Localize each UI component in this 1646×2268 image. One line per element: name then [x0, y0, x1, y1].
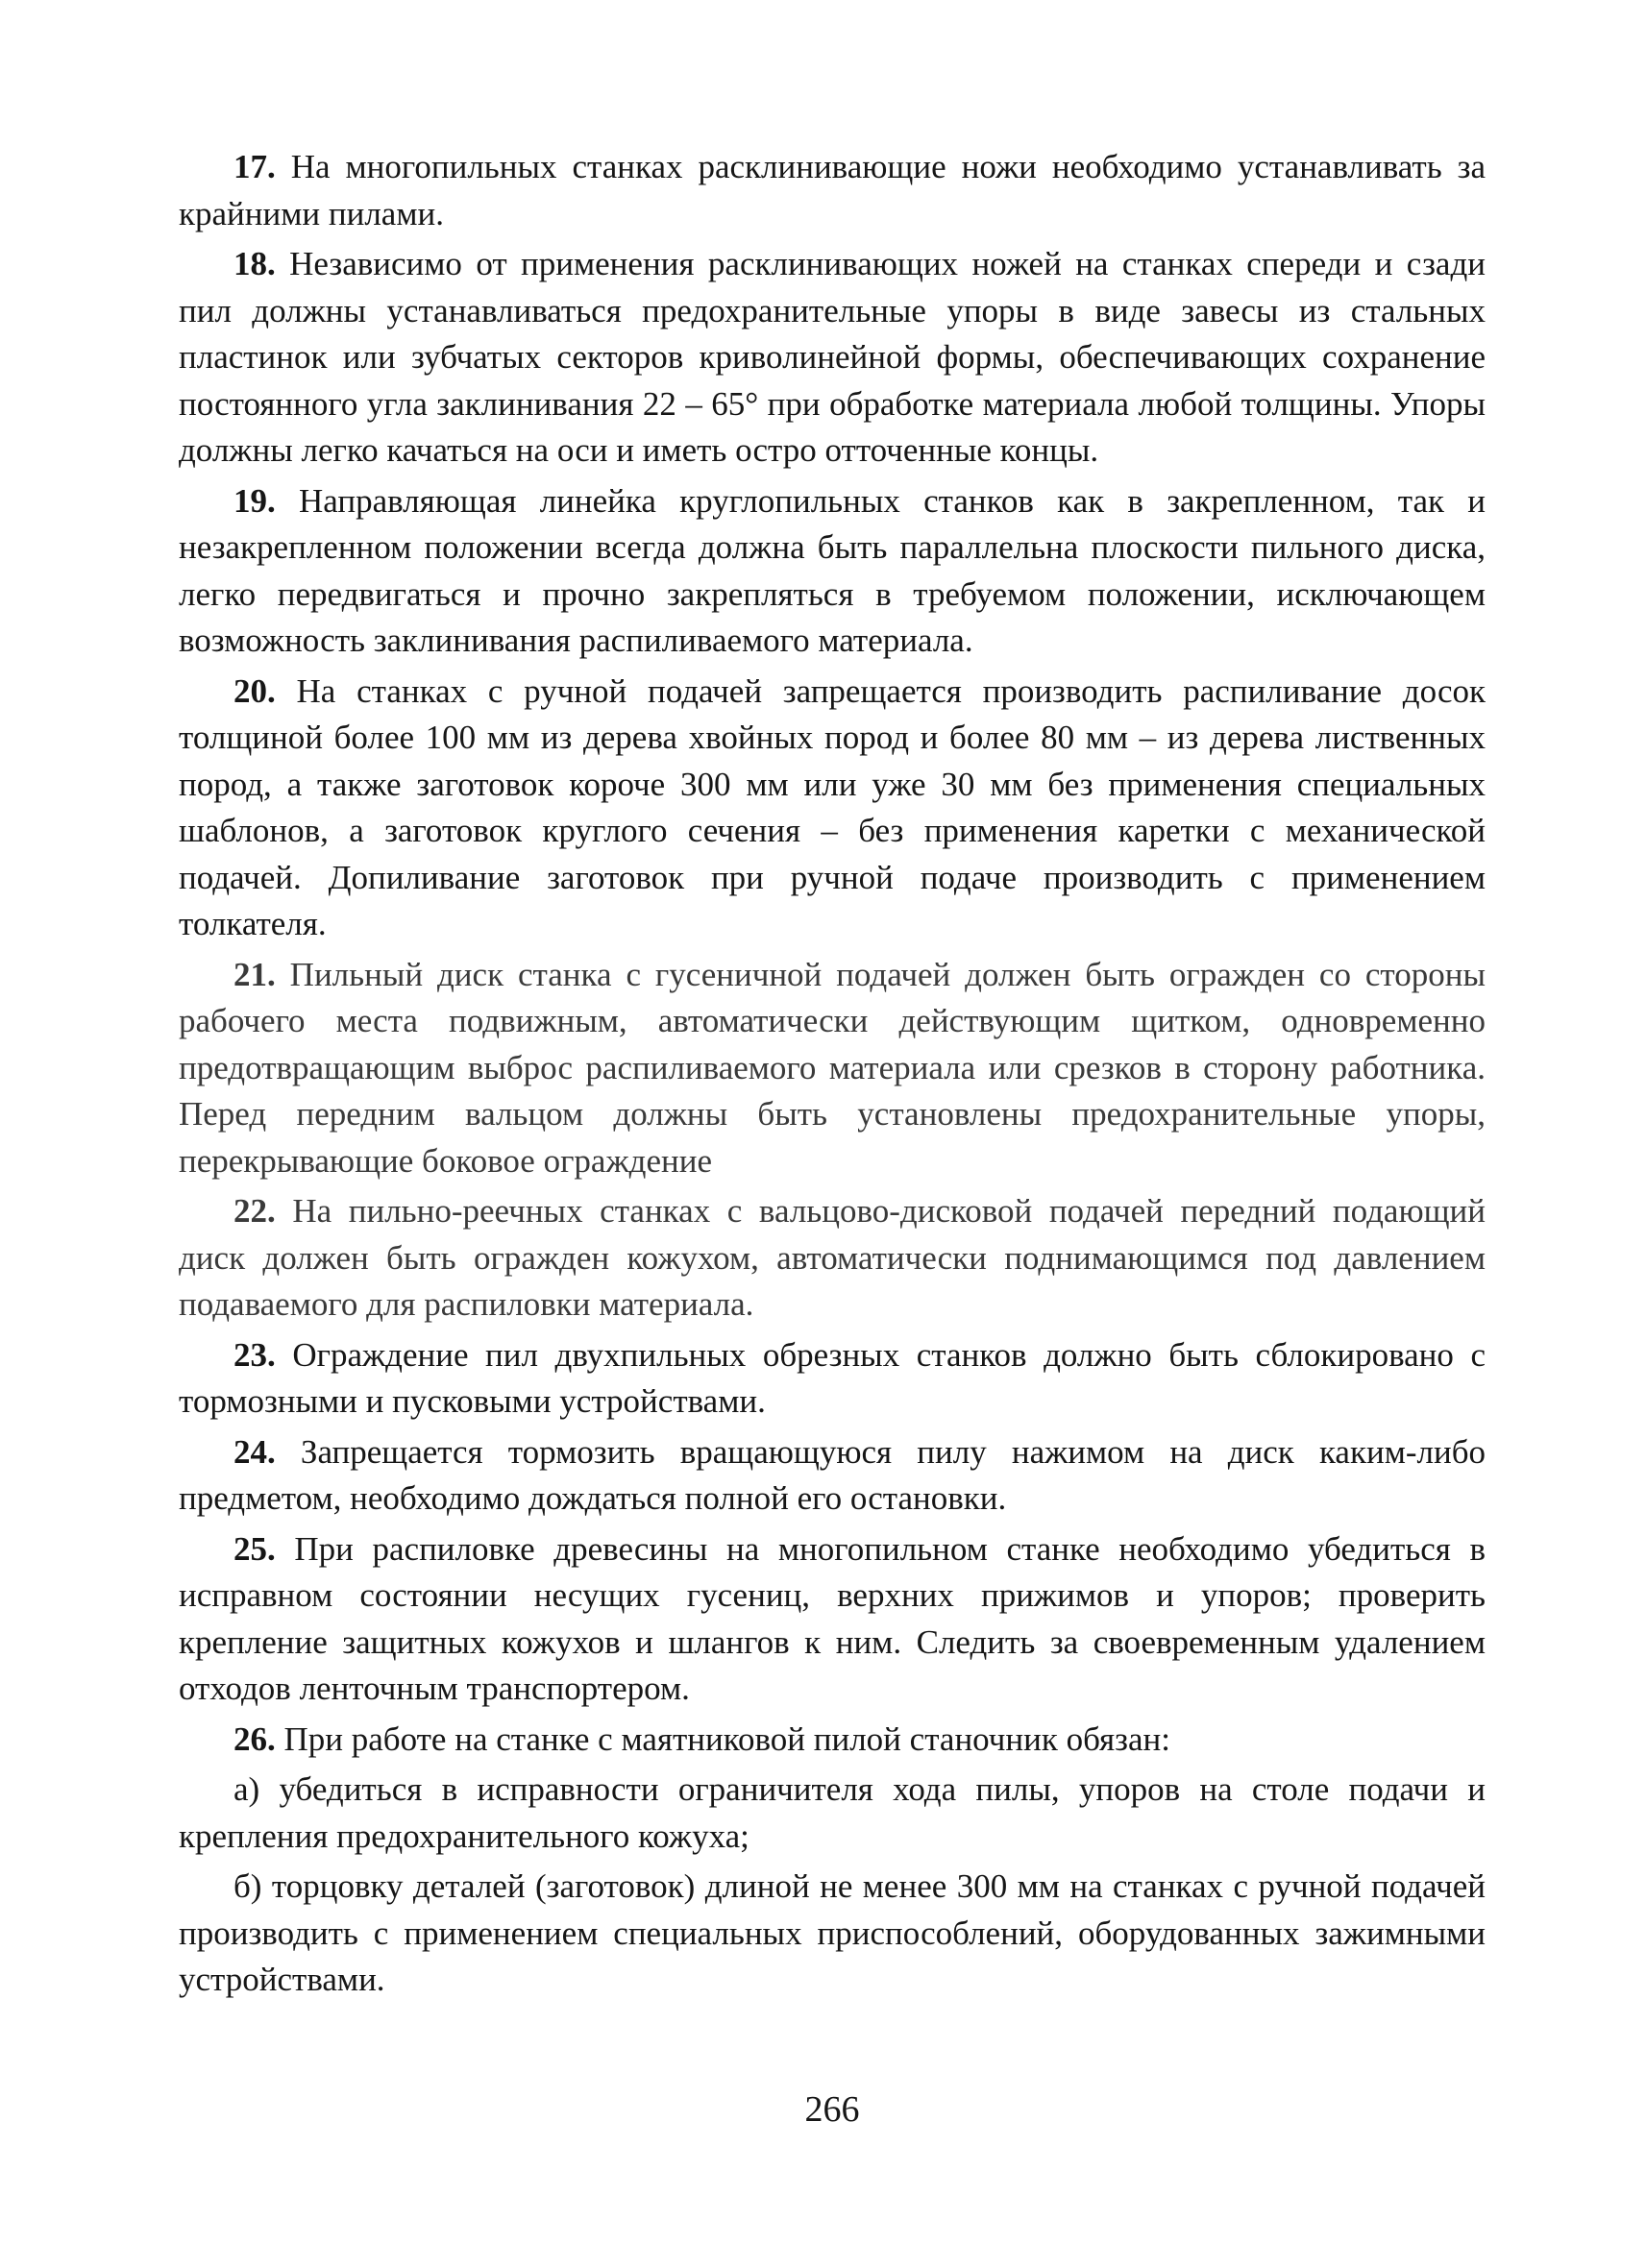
- paragraph-text: При работе на станке с маятниковой пилой станочник обязан:: [283, 1719, 1170, 1758]
- paragraph-19: [179, 478, 1486, 665]
- paragraph-21: [179, 952, 1486, 1185]
- paragraph-text: На многопильных станках расклинивающие ножи необходимо устанавливать за крайними пилами.: [179, 148, 1486, 232]
- paragraph-text: Ограждение пил двухпильных обрезных станков должно быть сблокировано с тормозными и пусковыми устройствами.: [179, 1335, 1486, 1420]
- paragraph-text: а) убедиться в исправности ограничителя хода пилы, упоров на столе подачи и крепления предохранительного кожуха;: [179, 1770, 1486, 1855]
- paragraph-number: 23.: [233, 1335, 276, 1374]
- paragraph-number: 21.: [233, 955, 276, 993]
- paragraph-number: 22.: [233, 1192, 276, 1230]
- paragraph-24: [179, 1429, 1486, 1523]
- paragraph-text: Направляющая линейка круглопильных станков как в закрепленном, так и незакрепленном положении всегда должна быть параллельна плоскости пильного диска, легко передвигаться и прочно закрепляться в требуемом положении, исключающем возможность заклинивания распиливаемого материала.: [179, 481, 1486, 659]
- paragraph-26-item-a: [179, 1767, 1486, 1860]
- paragraph-20: [179, 669, 1486, 948]
- paragraph-text: б) торцовку деталей (заготовок) длиной не менее 300 мм на станках с ручной подачей производить с применением специальных приспособлений, оборудованных зажимными устройствами.: [179, 1867, 1486, 1998]
- paragraph-text: На пильно-реечных станках с вальцово-дисковой подачей передний подающий диск должен быть огражден кожухом, автоматически поднимающимся под давлением подаваемого для распиловки материала.: [179, 1192, 1486, 1323]
- paragraph-26-item-b: [179, 1864, 1486, 2004]
- paragraph-number: 20.: [233, 671, 276, 710]
- paragraph-number: 17.: [233, 148, 276, 185]
- paragraph-26: [179, 1717, 1486, 1764]
- document-page: [179, 144, 1486, 2181]
- paragraph-text: При распиловке древесины на многопильном станке необходимо убедиться в исправном состоянии несущих гусениц, верхних прижимов и упоров; проверить крепление защитных кожухов и шлангов к ним. Следить за своевременным удалением отходов ленточным транспортером.: [179, 1529, 1486, 1707]
- paragraph-text: Запрещается тормозить вращающуюся пилу нажимом на диск каким-либо предметом, необходимо дождаться полной его остановки.: [179, 1432, 1486, 1517]
- paragraph-text: На станках с ручной подачей запрещается производить распиливание досок толщиной более 100 мм из дерева хвойных пород и более 80 мм – из дерева лиственных пород, а также заготовок короче 300 мм или уже 30 мм без применения специальных шаблонов, а заготовок круглого сечения – без применения каретки с механической подачей. Допиливание заготовок при ручной подаче производить с применением толкателя.: [179, 671, 1486, 942]
- paragraph-23: [179, 1332, 1486, 1426]
- paragraph-number: 25.: [233, 1529, 276, 1568]
- paragraph-number: 18.: [233, 245, 276, 282]
- paragraph-text: Независимо от применения расклинивающих ножей на станках спереди и сзади пил должны устанавливаться предохранительные упоры в виде завесы из стальных пластинок или зубчатых секторов криволинейной формы, обеспечивающих сохранение постоянного угла заклинивания 22 – 65° при обработке материала любой толщины. Упоры должны легко качаться на оси и иметь остро отточенные концы.: [179, 245, 1486, 469]
- paragraph-text: Пильный диск станка с гусеничной подачей должен быть огражден со стороны рабочего места подвижным, автоматически действующим щитком, одновременно предотвращающим выброс распиливаемого материала или срезков в сторону работника. Перед передним вальцом должны быть установлены предохранительные упоры, перекрывающие боковое ограждение: [179, 955, 1486, 1180]
- paragraph-17: [179, 144, 1486, 237]
- paragraph-number: 24.: [233, 1432, 276, 1471]
- paragraph-number: 19.: [233, 481, 276, 520]
- document-body: [179, 144, 1486, 2004]
- paragraph-18: [179, 241, 1486, 475]
- page-number: 266: [804, 2089, 860, 2130]
- paragraph-number: 26.: [233, 1719, 276, 1758]
- paragraph-22: [179, 1188, 1486, 1329]
- paragraph-25: [179, 1526, 1486, 1713]
